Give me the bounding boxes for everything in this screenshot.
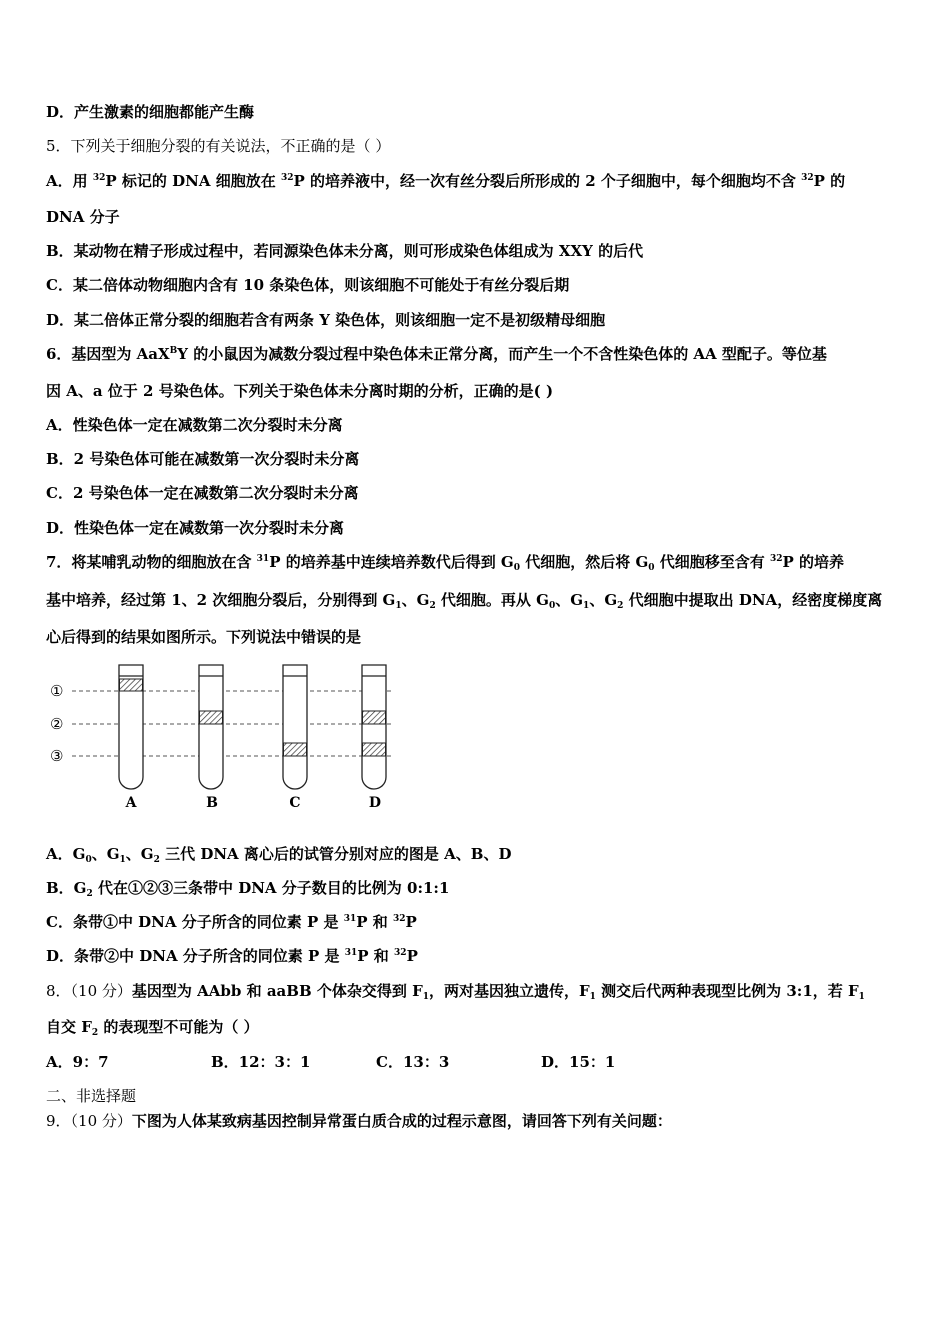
q7-option-a: A．$G_0$、$G_1$、$G_2$ 三代 DNA 离心后的试管分别对应的图是 A、B、D [46, 845, 512, 865]
q8-option-a: A．9：7 [46, 1053, 109, 1071]
centrifuge-tubes-figure [46, 655, 406, 819]
q8-option-c: C．13：3 [376, 1053, 450, 1071]
q5-option-d: D．某二倍体正常分裂的细胞若含有两条 Y 染色体，则该细胞一定不是初级精母细胞 [46, 311, 606, 329]
tube-d-band-3 [363, 743, 386, 756]
q7-stem-line2: 基中培养，经过第 1、2 次细胞分裂后，分别得到 $G_1$、$G_2$ 代细胞。再从 $G_0$、$G_1$、$G_2$ 代细胞中提取出 DNA，经密度梯度离 [46, 591, 883, 611]
tube-c [283, 665, 307, 789]
q7-option-d: D．条带②中 DNA 分子所含的同位素 P 是 $^{31}$P 和 $^{32}$P [46, 947, 418, 965]
q5-option-c: C．某二倍体动物细胞内含有 10 条染色体，则该细胞不可能处于有丝分裂后期 [46, 276, 570, 294]
q6-option-c: C．2 号染色体一定在减数第二次分裂时未分离 [46, 484, 359, 502]
tube-c-band-3 [284, 743, 307, 756]
tube-label-a: A [125, 795, 137, 811]
q7-option-c: C．条带①中 DNA 分子所含的同位素 P 是 $^{31}$P 和 $^{32}$P [46, 913, 417, 931]
q8-stem: 8．（10 分）基因型为 AAbb 和 aaBB 个体杂交得到 $F_1$，两对基因独立遗传，$F_1$ 测交后代两种表现型比例为 3:1，若 $F_1$ [46, 982, 865, 1002]
q5-option-a: A．用 $^{32}$P 标记的 DNA 细胞放在 $^{32}$P 的培养液中，经一次有丝分裂后所形成的 2 个子细胞中，每个细胞均不含 $^{32}$P 的 [46, 172, 846, 190]
tube-a-band-1 [120, 679, 143, 691]
q9-stem: 9．（10 分）下图为人体某致病基因控制异常蛋白质合成的过程示意图，请回答下列有关问题： [46, 1112, 672, 1130]
q8-option-d: D．15：1 [541, 1053, 616, 1071]
band-label-3: ③ [50, 747, 64, 765]
q6-stem: 6．基因型为 AaX$^B$Y 的小鼠因为减数分裂过程中染色体未正常分离，而产生一个不含性染色体的 AA 型配子。等位基 [46, 345, 827, 363]
q8-option-b: B．12：3：1 [211, 1053, 311, 1071]
tube-b-band-2 [200, 711, 223, 724]
q7-stem-line3: 心后得到的结果如图所示。下列说法中错误的是 [46, 628, 362, 646]
tube-d-band-2 [363, 711, 386, 724]
tube-label-b: B [206, 795, 218, 811]
tube-label-d: D [368, 795, 382, 811]
q8-stem-line2: 自交 $F_2$ 的表现型不可能为（ ） [46, 1018, 259, 1038]
q6-stem-cont: 因 A、a 位于 2 号染色体。下列关于染色体未分离时期的分析，正确的是( ) [46, 382, 554, 400]
band-label-1: ① [50, 682, 64, 700]
q6-option-b: B．2 号染色体可能在减数第一次分裂时未分离 [46, 450, 360, 468]
band-label-2: ② [50, 715, 64, 733]
q5-stem: 5．下列关于细胞分裂的有关说法，不正确的是（ ） [46, 137, 391, 155]
q6-option-d: D．性染色体一定在减数第一次分裂时未分离 [46, 519, 345, 537]
q7-stem: 7．将某哺乳动物的细胞放在含 $^{31}$P 的培养基中连续培养数代后得到 $G_0$ 代细胞，然后将 $G_0$ 代细胞移至含有 $^{32}$P 的培养 [46, 553, 845, 573]
q6-option-a: A．性染色体一定在减数第二次分裂时未分离 [46, 416, 343, 434]
q8-options [46, 1052, 615, 1072]
q5-option-a-cont: DNA 分子 [46, 208, 120, 226]
tube-label-c: C [289, 795, 301, 811]
q5-option-b: B．某动物在精子形成过程中，若同源染色体未分离，则可形成染色体组成为 XXY 的后代 [46, 242, 644, 260]
section-heading: 二、非选择题 [46, 1087, 137, 1105]
q4-option-d: D．产生激素的细胞都能产生酶 [46, 103, 255, 121]
q7-option-b: B．$G_2$ 代在①②③三条带中 DNA 分子数目的比例为 0:1:1 [46, 879, 450, 899]
tube-b [199, 665, 223, 789]
tube-d [362, 665, 386, 789]
